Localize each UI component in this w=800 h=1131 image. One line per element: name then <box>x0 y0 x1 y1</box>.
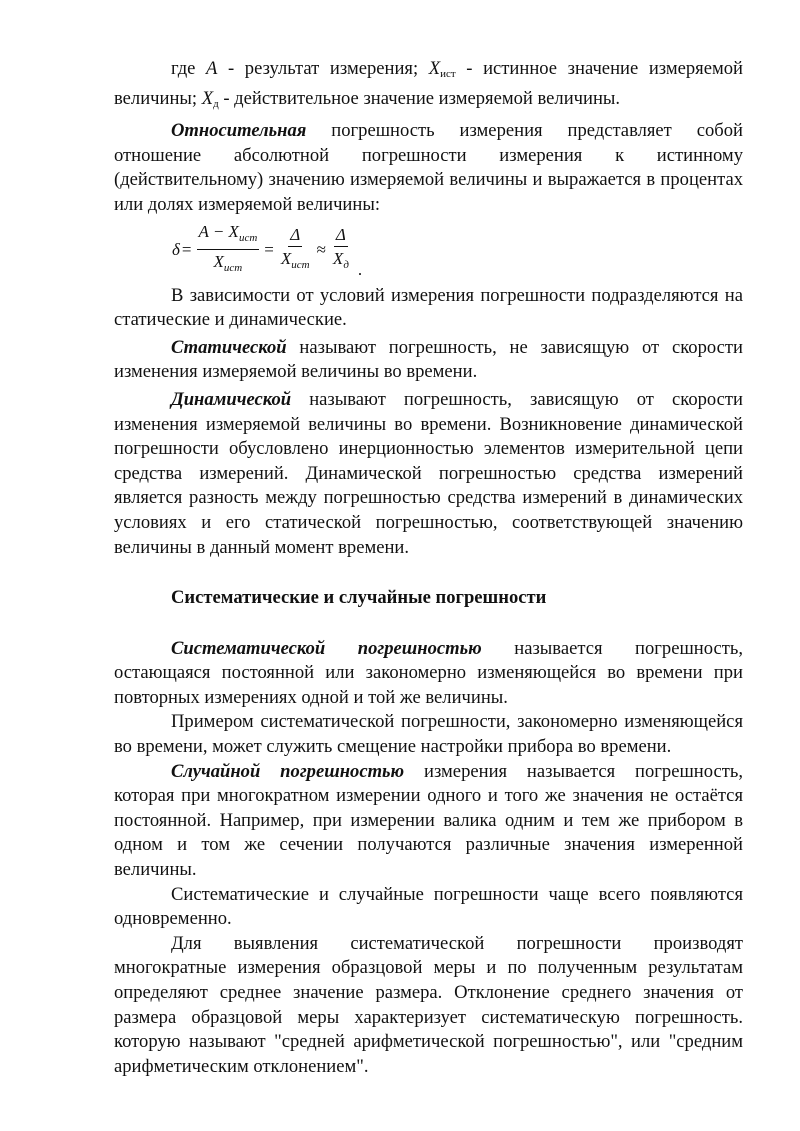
denominator-subscript: д <box>343 258 349 271</box>
paragraph-systematic-error <box>114 637 743 711</box>
term-dynamic: Динамической <box>171 388 292 410</box>
paragraph-text: погрешность измерения представляет собой отношение абсолютной погрешности измерения к истинному (действительному) значению измеряемой величины и выражается в процентах или долях измеряемой величины: <box>114 120 743 215</box>
numerator-text: Δ <box>290 224 301 244</box>
paragraph-text: измерения называется погрешность, которая при многократном измерении одного и того же значения не остаётся постоянной. Например, при измерении валика одним и тем же прибором в одном и том же сечении получаются различные значения измеренной величины. <box>114 760 744 881</box>
fraction-2 <box>279 225 312 275</box>
fraction-denominator <box>279 247 312 275</box>
denominator-text: X <box>280 248 292 268</box>
fraction-denominator <box>212 250 245 278</box>
paragraph-both-errors: Систематические и случайные погрешности чаще всего появляются одновременно. <box>114 883 743 930</box>
relative-error-formula <box>172 222 743 278</box>
fraction-numerator <box>288 225 302 247</box>
paragraph-text: называют погрешность, зависящую от скорости изменения измеряемой величины во времени. Возникновение динамической погрешности обусловлено инерционностью элементов измерительной цепи средства измерений. Динамической погрешностью средства измерений является разность между погрешностью средства измерений в динамических условиях и его статической погрешностью, соответствующей значению величины в данный момент времени. <box>114 388 743 558</box>
fraction-1 <box>197 222 260 278</box>
numerator-subscript: ист <box>238 231 258 244</box>
formula-delta: δ <box>172 239 180 259</box>
fraction-numerator <box>197 222 260 250</box>
variable-x: X <box>428 58 441 79</box>
text-fragment: - результат измерения; <box>217 58 429 79</box>
numerator-text: Δ <box>335 224 346 244</box>
paragraph-random-error <box>114 760 743 883</box>
term-systematic: Систематической погрешностью <box>171 637 482 659</box>
denominator-text: X <box>332 248 344 268</box>
text-fragment: - действительное значение измеряемой величины. <box>218 87 621 109</box>
term-relative: Относительная <box>171 120 307 142</box>
fraction-numerator <box>334 225 348 247</box>
paragraph-text: называется погрешность, остающаяся постоянной или закономерно изменяющейся во времени при повторных измерениях одной и той же величины. <box>114 637 744 708</box>
paragraph-relative-error <box>114 119 743 217</box>
denominator-subscript: ист <box>223 261 243 274</box>
term-random: Случайной погрешностью <box>171 760 405 782</box>
formula-equals: = <box>264 239 274 259</box>
paragraph-detection: Для выявления систематической погрешности производят многократные измерения образцовой меры и по полученным результатам определяют среднее значение размера. Отклонение среднего значения от размера образцовой меры характеризует систематическую погрешность. которую называют "средней арифметической погрешностью", или "средним арифметическим отклонением". <box>114 932 743 1077</box>
text-fragment: - истинное значение измеряемой величины; <box>114 58 743 109</box>
paragraph-dynamic-error <box>114 388 743 560</box>
term-static: Статической <box>171 336 287 358</box>
section-heading: Систематические и случайные погрешности <box>171 587 547 609</box>
formula-approx: ≈ <box>316 239 326 259</box>
numerator-text: A − X <box>198 221 239 241</box>
subscript-ist: ист <box>440 68 456 80</box>
paragraph-conditions: В зависимости от условий измерения погрешности подразделяются на статические и динамические. <box>114 284 743 331</box>
subscript-d: д <box>213 97 219 110</box>
denominator-subscript: ист <box>291 258 310 271</box>
paragraph-text: называют погрешность, не зависящую от скорости изменения измеряемой величины во времени. <box>114 336 743 383</box>
paragraph-static-error <box>114 336 743 385</box>
paragraph-where <box>114 57 743 116</box>
denominator-text: X <box>213 251 224 271</box>
fraction-3 <box>331 225 351 275</box>
fraction-denominator <box>331 247 351 275</box>
paragraph-example: Примером систематической погрешности, закономерно изменяющейся во времени, может служить смещение настройки прибора во времени. <box>114 711 743 758</box>
formula-equals: = <box>181 239 192 259</box>
variable-a: A <box>206 58 218 79</box>
variable-x: X <box>201 87 214 109</box>
formula-period: . <box>357 259 363 279</box>
text-fragment: где <box>171 58 207 79</box>
